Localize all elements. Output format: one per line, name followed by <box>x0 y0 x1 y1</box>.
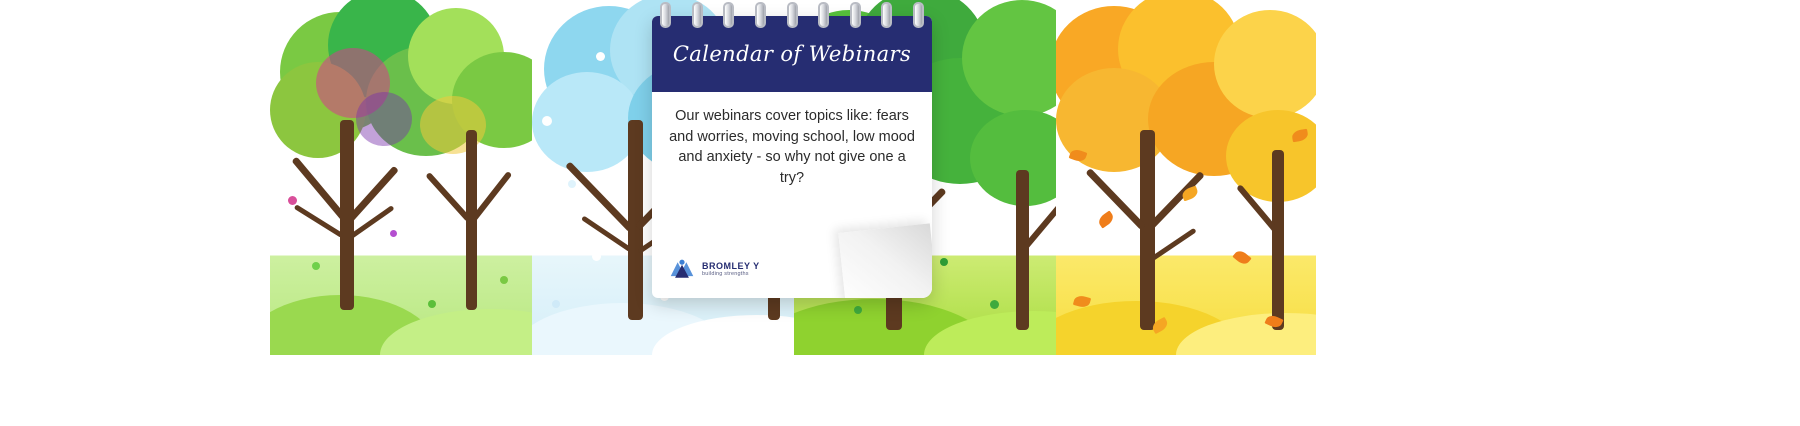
leaf-fleck <box>854 306 862 314</box>
blossom-blob <box>356 92 412 146</box>
page-curl <box>838 223 932 298</box>
tree-branch <box>347 166 399 223</box>
petal <box>428 300 436 308</box>
spiral-ring <box>850 2 861 28</box>
tree-trunk <box>1272 150 1284 330</box>
spiral-ring <box>913 2 924 28</box>
notepad-spiral-binding <box>660 2 924 32</box>
season-panel-autumn <box>1056 0 1316 355</box>
spiral-ring <box>881 2 892 28</box>
spiral-ring <box>755 2 766 28</box>
bromley-y-logo <box>662 254 766 286</box>
snowflake <box>592 252 601 261</box>
logo-mark-icon <box>668 257 696 283</box>
spiral-ring <box>723 2 734 28</box>
spiral-ring <box>787 2 798 28</box>
logo-text <box>702 262 760 277</box>
snowflake <box>542 116 552 126</box>
webinar-notepad-card <box>652 16 932 298</box>
snowflake <box>552 300 560 308</box>
tree-branch <box>425 172 471 222</box>
logo-name: BROMLEY Y <box>702 261 760 272</box>
petal <box>288 196 297 205</box>
spiral-ring <box>818 2 829 28</box>
page-title: Calendar of Webinars <box>672 42 912 66</box>
falling-leaf <box>1096 210 1115 228</box>
petal <box>312 262 320 270</box>
foliage-blob <box>1214 10 1316 118</box>
snowflake <box>744 318 753 327</box>
leaf-fleck <box>990 300 999 309</box>
tree-branch <box>1147 171 1205 231</box>
ground-spring <box>270 245 532 355</box>
tree-branch <box>1085 168 1146 230</box>
notepad-description: Our webinars cover topics like: fears and worries, moving school, low mood and anxiety - so why not give one a try? <box>669 108 915 186</box>
notepad-body <box>652 92 932 188</box>
snowflake <box>596 52 605 61</box>
snowflake <box>568 180 576 188</box>
tree-trunk <box>1140 130 1155 330</box>
spiral-ring <box>692 2 703 28</box>
leaf-fleck <box>940 258 948 266</box>
season-panel-spring <box>270 0 532 355</box>
spiral-ring <box>660 2 671 28</box>
logo-tagline: building strengths <box>702 270 749 277</box>
petal <box>390 230 397 237</box>
tree-branch <box>565 161 634 232</box>
petal <box>500 276 508 284</box>
